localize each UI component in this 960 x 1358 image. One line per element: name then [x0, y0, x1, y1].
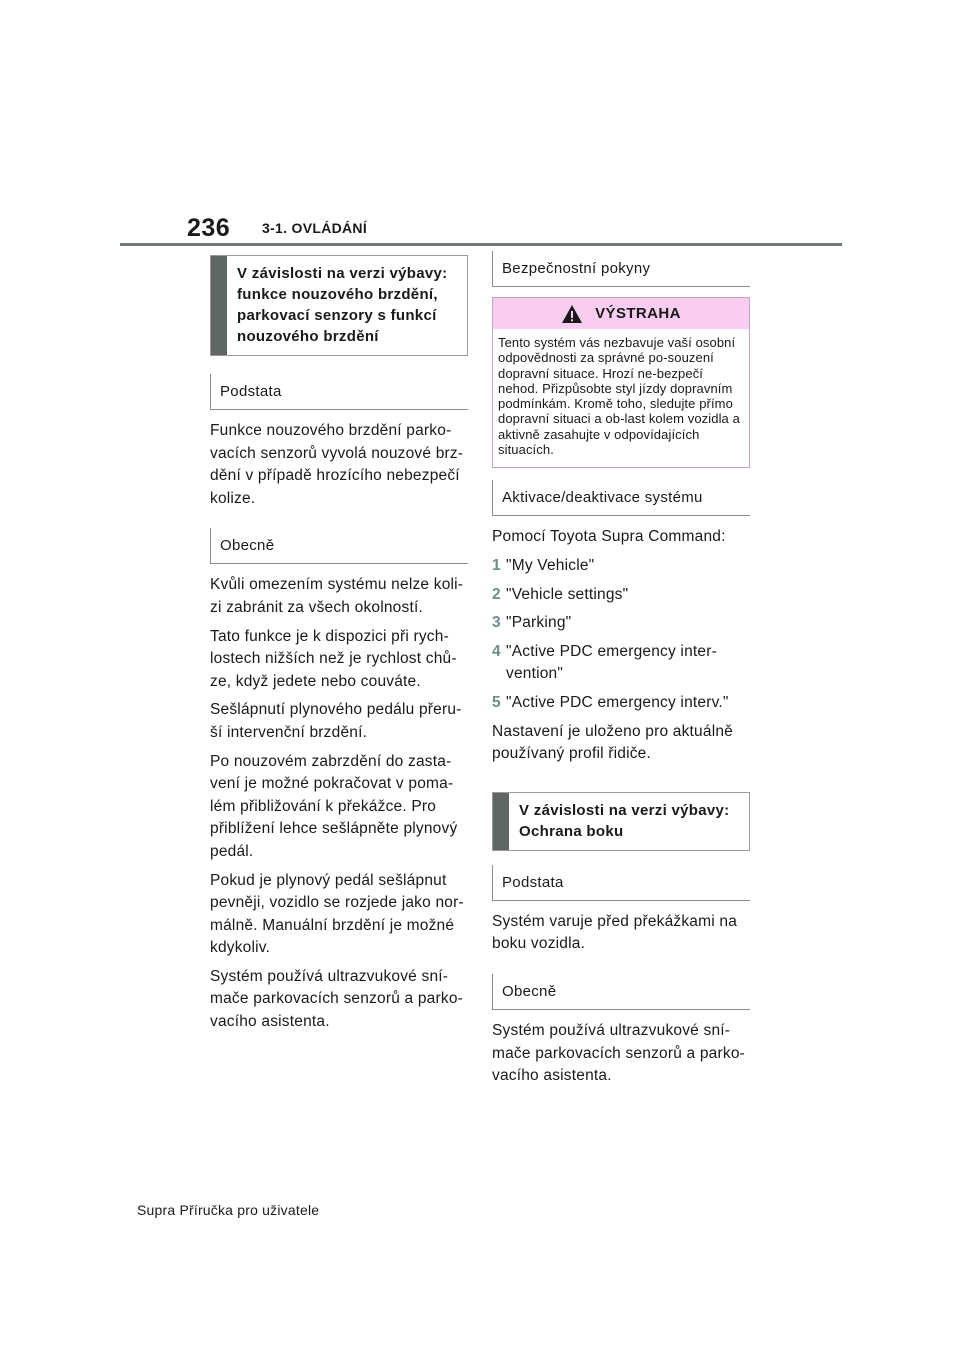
step-number: 1: [492, 556, 501, 574]
step-text: "Active PDC emergency inter-vention": [506, 642, 717, 683]
step-number: 3: [492, 614, 501, 632]
activation-intro: Pomocí Toyota Supra Command:: [492, 528, 726, 546]
principle-text: Funkce nouzového brzdění parko-vacích senzorů vyvolá nouzové brz-dění v případě hrozícího nebezpečí kolize.: [210, 422, 464, 507]
principle-text: Systém varuje před překážkami na boku vozidla.: [492, 912, 738, 953]
general-paragraph: Po nouzovém zabrzdění do zasta-vení je možné pokračovat v poma-lém přibližování k překážce. Pro přiblížení lehce sešlápněte plynový pedál.: [210, 752, 458, 860]
equipment-box-text: V závislosti na verzi výbavy: funkce nouzového brzdění, parkovací senzory s funkcí nouzového brzdění: [237, 265, 448, 345]
warning-title: VÝSTRAHA: [595, 305, 681, 322]
general-paragraph: Pokud je plynový pedál sešlápnut pevněji, vozidlo se rozjede jako nor-málně. Manuální brzdění je možné kdykoliv.: [210, 871, 464, 957]
general-paragraph: Sešlápnutí plynového pedálu přeru-ší intervenční brzdění.: [210, 701, 462, 741]
general-paragraph: Tato funkce je k dispozici při rych-lostech nižších než je rychlost chů-ze, když jedete nebo couváte.: [210, 627, 457, 690]
step-text: "Vehicle settings": [506, 585, 629, 603]
general-text: Systém používá ultrazvukové sní-mače parkovacích senzorů a parko-vacího asistenta.: [492, 1021, 745, 1085]
warning-triangle-icon: [561, 304, 583, 324]
principle-heading: Podstata: [492, 865, 750, 901]
step-item: [492, 612, 750, 635]
step-text: "My Vehicle": [506, 556, 595, 574]
equipment-box-text: V závislosti na verzi výbavy: Ochrana boku: [519, 801, 730, 840]
left-column: [210, 255, 468, 1034]
general-paragraph: Kvůli omezením systému nelze koli-zi zabránit za všech okolností.: [210, 576, 464, 616]
right-column: [492, 251, 750, 1088]
principle-heading: Podstata: [210, 374, 468, 410]
step-number: 5: [492, 693, 501, 711]
header-rule: [120, 243, 842, 246]
footer-text: Supra Příručka pro uživatele: [137, 1202, 320, 1218]
equipment-box: [492, 792, 750, 851]
step-number: 2: [492, 585, 501, 603]
equipment-box-bar: [211, 256, 227, 355]
general-paragraph: Systém používá ultrazvukové sní-mače parkovacích senzorů a parko-vacího asistenta.: [210, 967, 463, 1031]
general-heading: Obecně: [210, 528, 468, 564]
warning-header: [493, 298, 749, 329]
equipment-box: [210, 255, 468, 356]
safety-heading: Bezpečnostní pokyny: [492, 251, 750, 287]
settings-note: Nastavení je uloženo pro aktuálně používaný profil řidiče.: [492, 722, 733, 763]
warning-box: [492, 297, 750, 468]
step-item: [492, 692, 750, 715]
general-heading: Obecně: [492, 974, 750, 1010]
activation-heading: Aktivace/deaktivace systému: [492, 480, 750, 516]
step-text: "Active PDC emergency interv.": [506, 693, 729, 711]
step-text: "Parking": [506, 614, 572, 632]
step-item: [492, 641, 750, 686]
section-title: 3-1. OVLÁDÁNÍ: [262, 220, 368, 236]
warning-text: Tento systém vás nezbavuje vaší osobní odpovědnosti za správné po-souzení dopravní situace. Hrozí ne-bezpečí nehod. Přizpůsobte styl jízdy dopravním podmínkám. Kromě toho, sledujte přímo dopravní situaci a ob-last kolem vozidla a aktivně zasahujte v odpovídajících situacích.: [493, 329, 749, 467]
equipment-box-bar: [493, 793, 509, 850]
page-number: 236: [187, 214, 231, 242]
step-item: [492, 584, 750, 607]
step-item: [492, 555, 750, 578]
step-number: 4: [492, 642, 501, 660]
